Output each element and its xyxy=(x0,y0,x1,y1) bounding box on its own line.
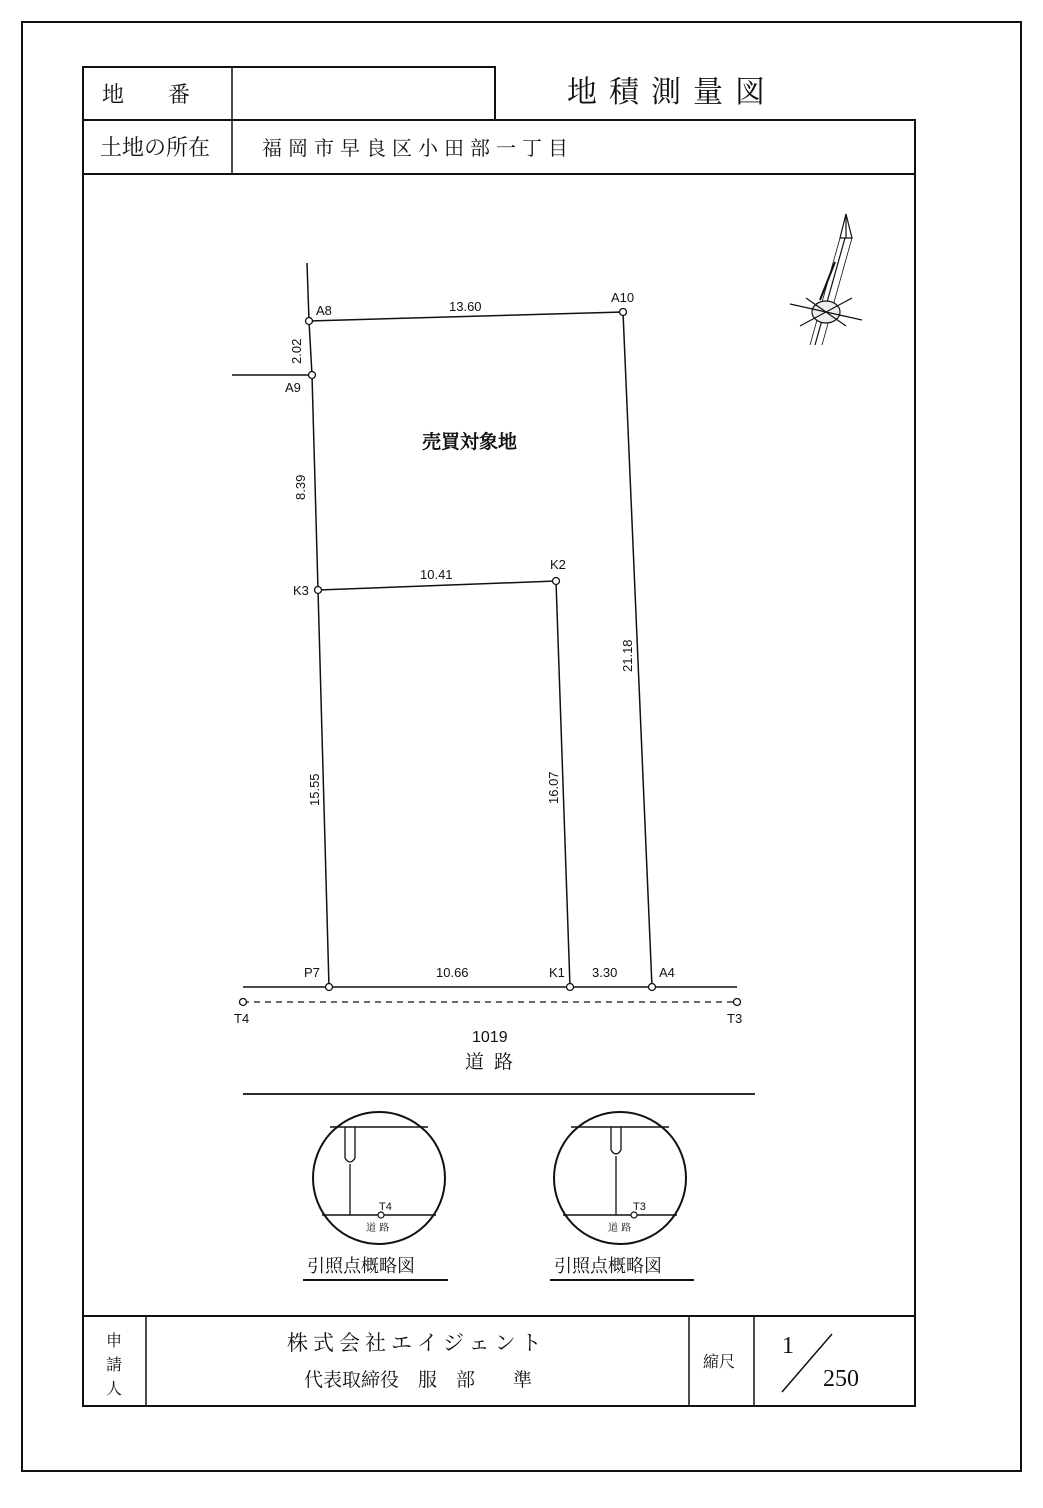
point-marker-p7 xyxy=(326,984,333,991)
dim-k3-p7: 15.55 xyxy=(307,773,322,806)
ref-left-road: 道 路 xyxy=(366,1223,390,1234)
point-marker-a10 xyxy=(620,309,627,316)
dim-k2-k1: 16.07 xyxy=(546,771,561,804)
point-marker-a9 xyxy=(309,372,316,379)
point-label-k1: K1 xyxy=(549,965,565,980)
subject-land-label: 売買対象地 xyxy=(422,431,518,453)
ref-right-point: T3 xyxy=(633,1201,646,1213)
ref-left-caption: 引照点概略図 xyxy=(307,1256,415,1277)
point-marker-a8 xyxy=(306,318,313,325)
scale-denominator: 250 xyxy=(823,1366,859,1392)
compass-north-arrow-icon xyxy=(790,214,862,345)
scale-label: 縮尺 xyxy=(703,1352,736,1371)
point-label-a9: A9 xyxy=(285,380,301,395)
reference-sketch-left xyxy=(313,1112,445,1244)
applicant-representative: 代表取締役 服 部 準 xyxy=(304,1369,533,1391)
point-marker-k1 xyxy=(567,984,574,991)
point-label-a10: A10 xyxy=(611,290,635,305)
point-label-k3: K3 xyxy=(293,583,309,598)
location-label: 土地の所在 xyxy=(100,136,211,161)
scale-numerator: 1 xyxy=(782,1333,794,1359)
point-marker-k2 xyxy=(553,578,560,585)
point-label-k2: K2 xyxy=(550,557,566,572)
point-label-t3: T3 xyxy=(727,1011,743,1026)
point-marker-t4 xyxy=(240,999,247,1006)
dim-k3-k2: 10.41 xyxy=(420,567,453,582)
point-label-a4: A4 xyxy=(659,965,675,980)
dim-a8-a9: 2.02 xyxy=(289,338,304,364)
dim-p7-k1: 10.66 xyxy=(436,965,469,980)
ref-right-road: 道 路 xyxy=(608,1223,632,1234)
road-label: 道路 xyxy=(465,1051,524,1073)
dim-a8-a10: 13.60 xyxy=(449,299,482,314)
road-distance: 1019 xyxy=(472,1029,508,1046)
point-label-t4: T4 xyxy=(234,1011,250,1026)
point-label-a8: A8 xyxy=(316,303,332,318)
point-marker-t3 xyxy=(734,999,741,1006)
ref-right-caption: 引照点概略図 xyxy=(554,1256,662,1277)
dim-k1-a4: 3.30 xyxy=(592,965,618,980)
applicant-company: 株式会社エイジェント xyxy=(287,1331,547,1355)
reference-sketch-right xyxy=(554,1112,686,1244)
location-value: 福岡市早良区小田部一丁目 xyxy=(262,136,574,160)
footer-table xyxy=(83,1316,915,1406)
point-marker-k3 xyxy=(315,587,322,594)
chiban-label: 地 番 xyxy=(102,83,191,108)
applicant-label-1: 申 xyxy=(106,1331,123,1350)
dim-a10-a4: 21.18 xyxy=(620,639,635,672)
ref-left-point: T4 xyxy=(379,1201,392,1213)
applicant-label-2: 請 xyxy=(106,1355,123,1374)
point-label-p7: P7 xyxy=(304,965,320,980)
applicant-label-3: 人 xyxy=(106,1379,123,1398)
outer-frame xyxy=(22,22,1021,1471)
point-marker-a4 xyxy=(649,984,656,991)
dim-a9-k3: 8.39 xyxy=(293,474,308,500)
parcel-boundary xyxy=(232,263,737,987)
page-title: 地積測量図 xyxy=(567,75,777,110)
